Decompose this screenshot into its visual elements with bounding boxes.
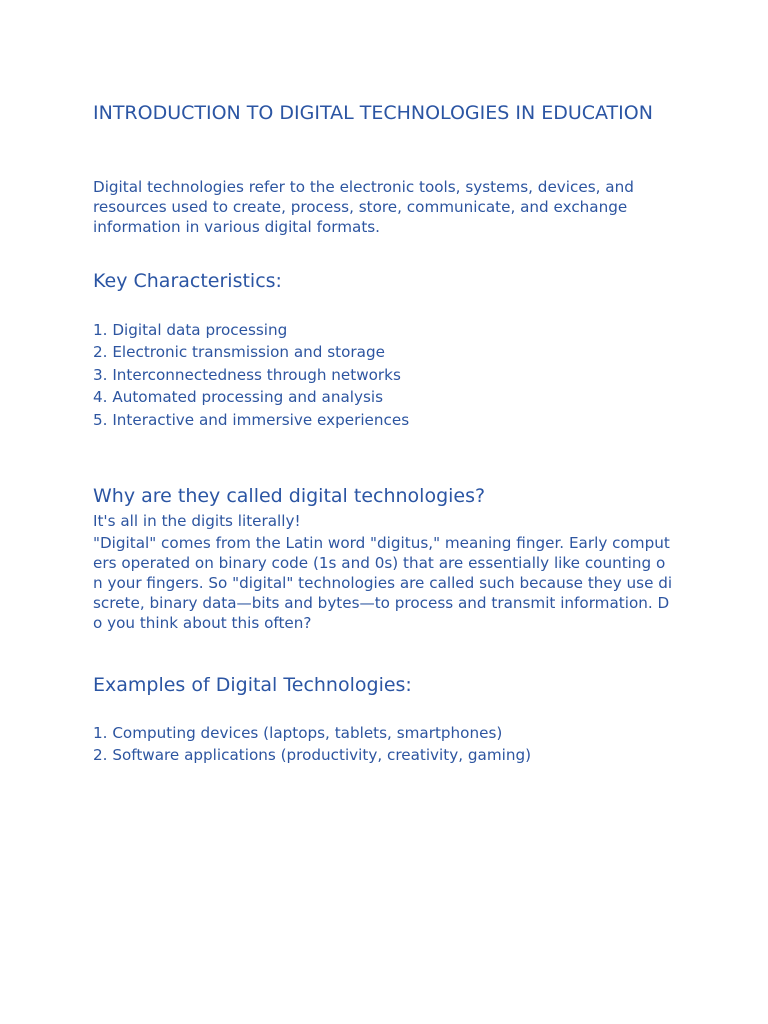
examples-list	[93, 722, 531, 767]
list-item: 2. Electronic transmission and storage	[93, 343, 385, 362]
key-characteristics-heading: Key Characteristics:	[93, 270, 282, 292]
intro-paragraph: Digital technologies refer to the electronic tools, systems, devices, and resources used to create, process, store, communicate, and exchange information in various digital formats.	[93, 178, 634, 236]
key-characteristics-list	[93, 319, 409, 431]
list-item: 1. Computing devices (laptops, tablets, smartphones)	[93, 724, 503, 742]
why-called-tagline: It's all in the digits literally!	[93, 512, 301, 530]
list-item: 3. Interconnectedness through networks	[93, 365, 401, 384]
why-called-heading: Why are they called digital technologies?	[93, 485, 486, 507]
list-item: 5. Interactive and immersive experiences	[93, 410, 410, 429]
document-title: INTRODUCTION TO DIGITAL TECHNOLOGIES IN EDUCATION	[93, 102, 653, 124]
list-item: 1. Digital data processing	[93, 321, 288, 339]
list-item: 2. Software applications (productivity, creativity, gaming)	[93, 746, 532, 765]
examples-heading: Examples of Digital Technologies:	[93, 674, 412, 696]
list-item: 4. Automated processing and analysis	[93, 388, 384, 407]
why-called-body: "Digital" comes from the Latin word "digitus," meaning finger. Early computers operated on binary code (1s and 0s) that are essentially like counting on your fingers. So "digital" technologies are called such because they use discrete, binary data—bits and bytes—to process and transmit information. Do you think about this often?	[93, 534, 673, 632]
